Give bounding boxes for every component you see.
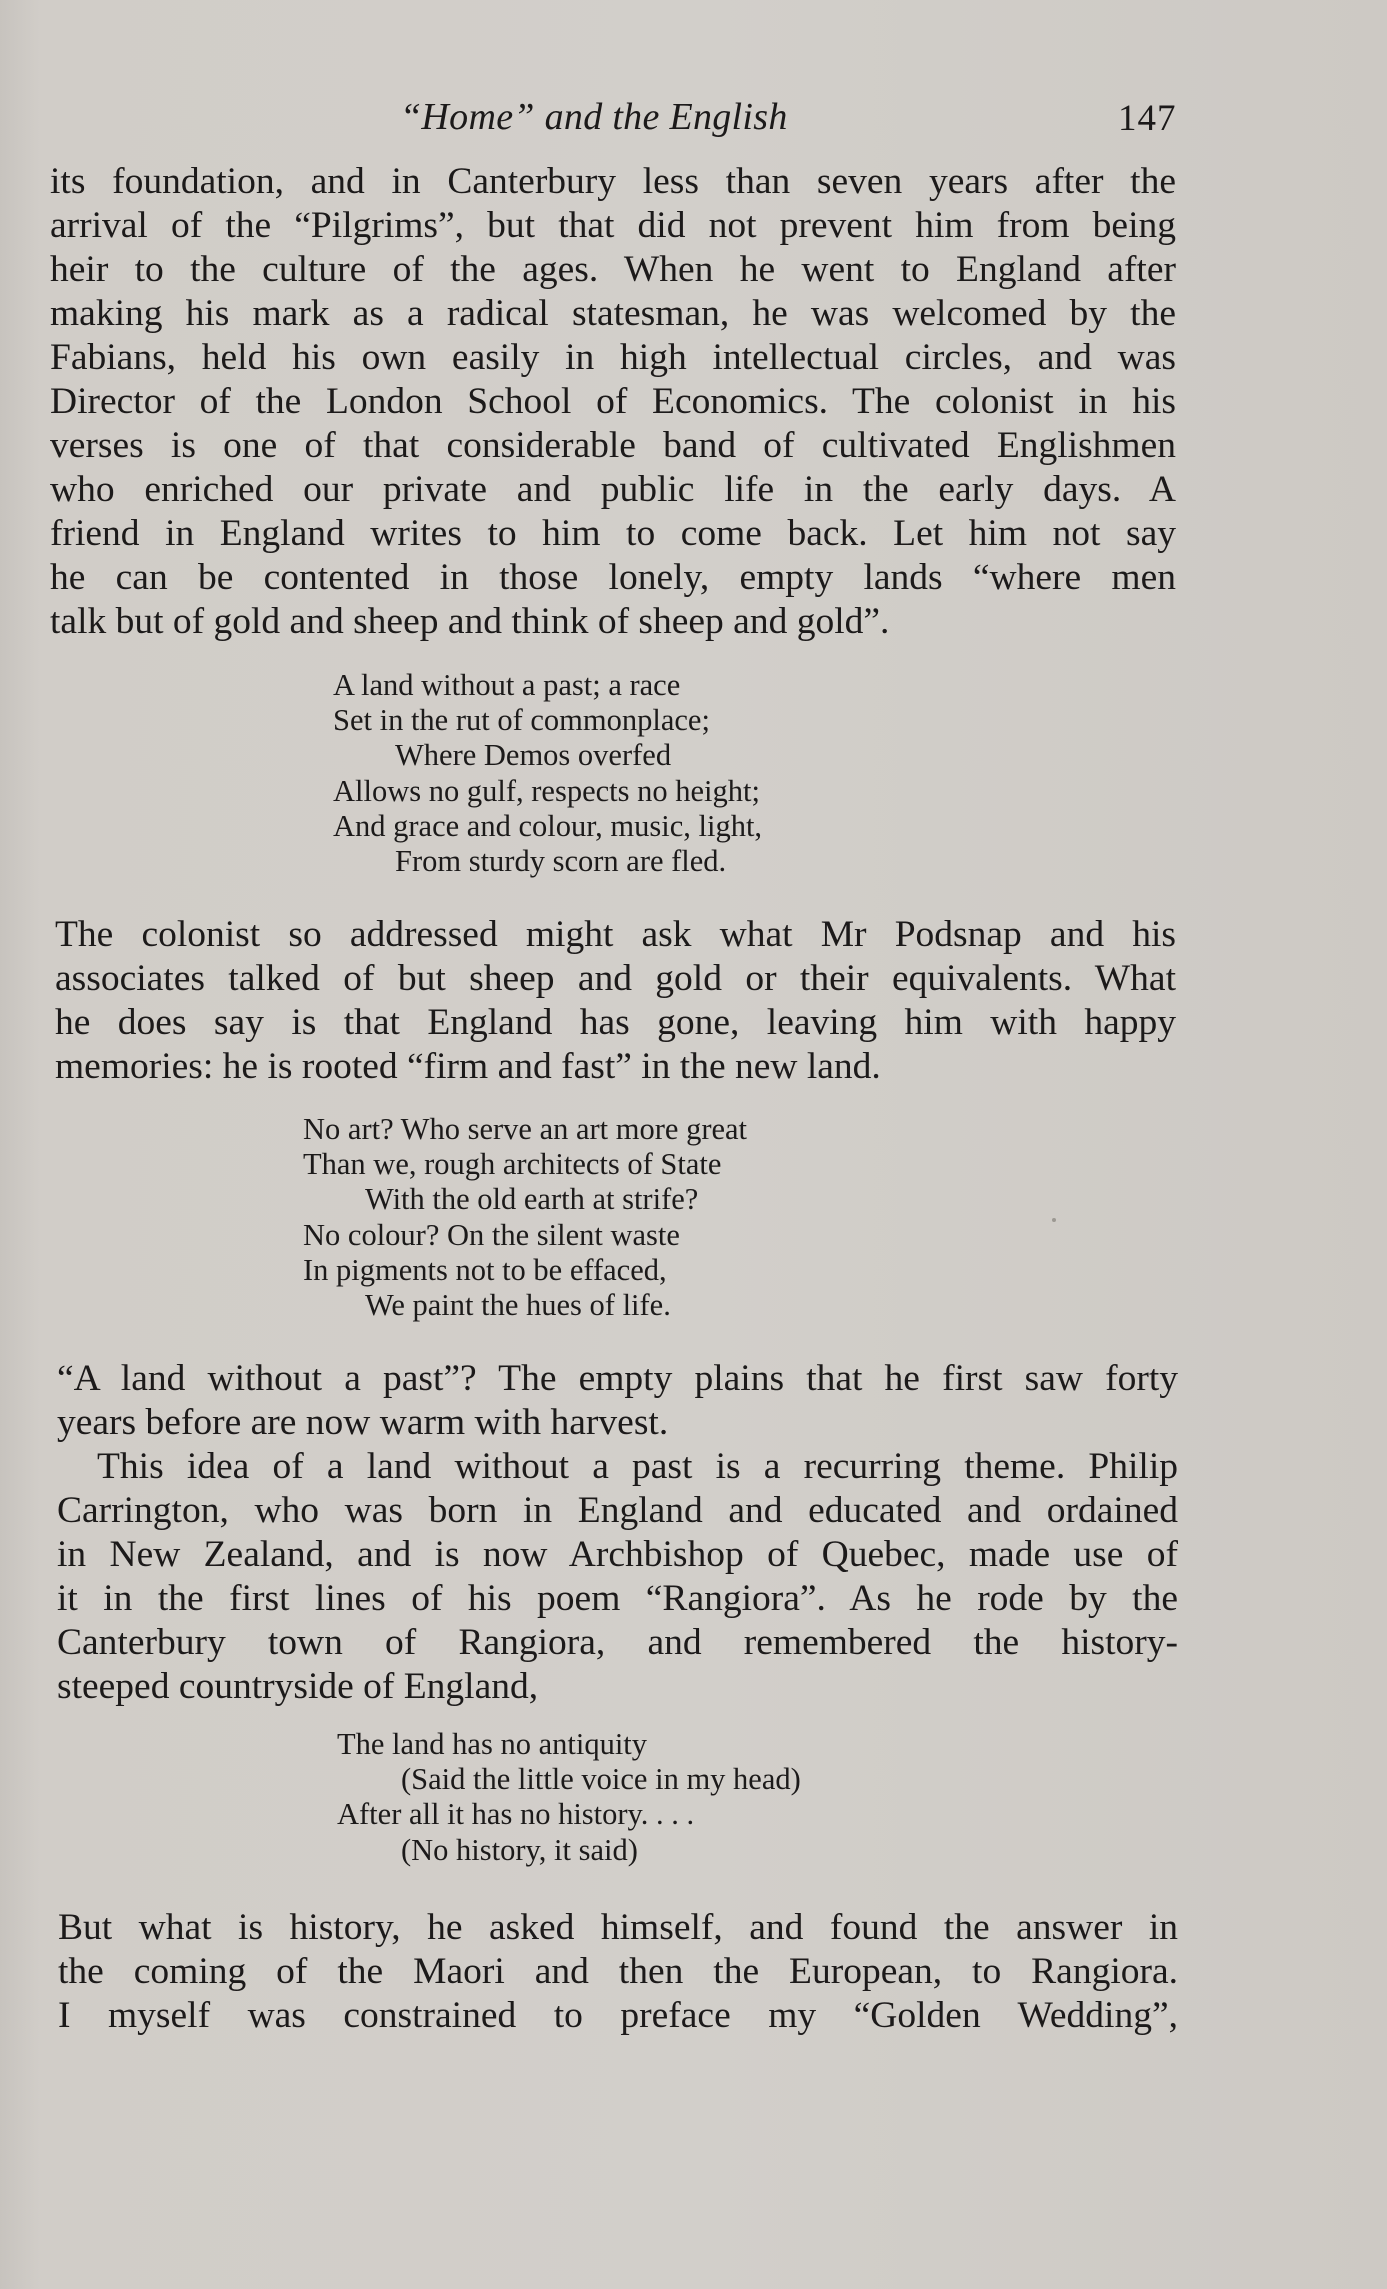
text-line: This idea of a land without a past is a recurring theme. Philip — [97, 1446, 1178, 1487]
text-line: I myself was constrained to preface my “Golden Wedding”, — [58, 1995, 1178, 2036]
text-line: But what is history, he asked himself, and found the answer in — [58, 1907, 1178, 1948]
text-line: “A land without a past”? The empty plains that he first saw forty — [57, 1358, 1178, 1399]
paper-speck — [1052, 1218, 1056, 1222]
text-line: Fabians, held his own easily in high intellectual circles, and was — [50, 337, 1176, 378]
page-header — [0, 92, 1387, 142]
text-line: verses is one of that considerable band of cultivated Englishmen — [50, 425, 1176, 466]
verse-line: We paint the hues of life. — [365, 1287, 671, 1322]
text-line: he can be contented in those lonely, empty lands “where men — [50, 557, 1176, 598]
text-line: making his mark as a radical statesman, he was welcomed by the — [50, 293, 1176, 334]
text-line: Director of the London School of Economics. The colonist in his — [50, 381, 1176, 422]
text-line: years before are now warm with harvest. — [57, 1402, 669, 1443]
verse-line: Allows no gulf, respects no height; — [333, 773, 760, 808]
verse-3 — [337, 1727, 801, 1868]
text-line: memories: he is rooted “firm and fast” in the new land. — [55, 1046, 881, 1087]
text-line: steeped countryside of England, — [57, 1666, 539, 1707]
text-line: talk but of gold and sheep and think of sheep and gold”. — [50, 601, 890, 642]
text-line: who enriched our private and public life in the early days. A — [50, 469, 1176, 510]
verse-line: From sturdy scorn are fled. — [395, 843, 727, 878]
verse-line: No art? Who serve an art more great — [303, 1112, 748, 1146]
text-line: he does say is that England has gone, leaving him with happy — [55, 1002, 1176, 1043]
paragraph-2 — [55, 913, 1176, 1089]
verse-line: Than we, rough architects of State — [303, 1147, 722, 1182]
text-line: it in the first lines of his poem “Rangiora”. As he rode by the — [57, 1578, 1178, 1619]
paragraph-4 — [58, 1906, 1178, 2038]
text-line: friend in England writes to him to come back. Let him not say — [50, 513, 1176, 554]
verse-1 — [333, 668, 762, 879]
text-line: the coming of the Maori and then the European, to Rangiora. — [58, 1951, 1178, 1992]
verse-line: Where Demos overfed — [395, 738, 672, 773]
text-line: heir to the culture of the ages. When he went to England after — [50, 249, 1176, 290]
verse-line: A land without a past; a race — [333, 668, 681, 702]
text-line: The colonist so addressed might ask what Mr Podsnap and his — [55, 914, 1176, 955]
verse-line: Set in the rut of commonplace; — [333, 703, 710, 738]
text-line: arrival of the “Pilgrims”, but that did not prevent him from being — [50, 205, 1176, 246]
text-line: in New Zealand, and is now Archbishop of Quebec, made use of — [57, 1534, 1178, 1575]
verse-line: No colour? On the silent waste — [303, 1217, 680, 1252]
text-line: Canterbury town of Rangiora, and remembered the history- — [57, 1622, 1178, 1663]
text-line: its foundation, and in Canterbury less than seven years after the — [50, 161, 1176, 202]
verse-line: With the old earth at strife? — [365, 1182, 699, 1217]
verse-line: In pigments not to be effaced, — [303, 1252, 667, 1287]
running-title: “Home” and the English — [400, 96, 788, 138]
paragraph-3 — [57, 1357, 1178, 1709]
verse-line: After all it has no history. . . . — [337, 1797, 695, 1832]
text-line: associates talked of but sheep and gold or their equivalents. What — [55, 958, 1176, 999]
verse-line: The land has no antiquity — [337, 1727, 648, 1761]
page-number: 147 — [1118, 98, 1177, 139]
verse-line: And grace and colour, music, light, — [333, 808, 763, 843]
verse-2 — [303, 1112, 747, 1323]
text-line: Carrington, who was born in England and educated and ordained — [57, 1490, 1178, 1531]
verse-line: (No history, it said) — [401, 1832, 638, 1867]
paragraph-1 — [50, 160, 1176, 644]
verse-line: (Said the little voice in my head) — [401, 1762, 801, 1797]
